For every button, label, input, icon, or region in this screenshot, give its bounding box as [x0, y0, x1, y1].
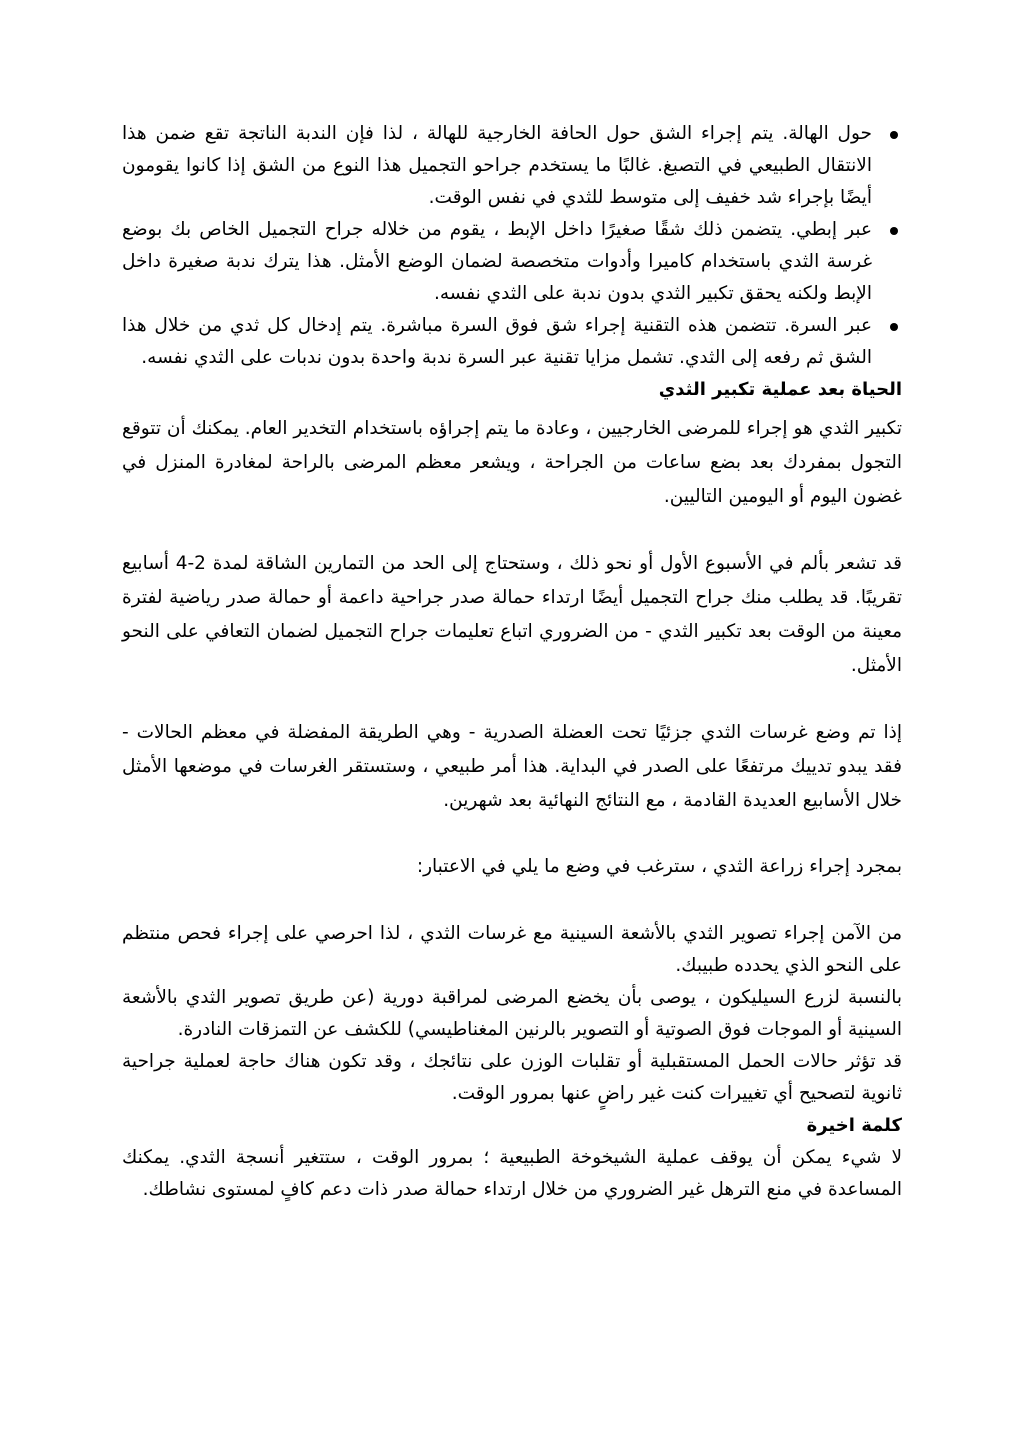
- paragraph-considerations-intro: بمجرد إجراء زراعة الثدي ، سترغب في وضع ما يلي في الاعتبار:: [416, 856, 902, 877]
- list-item-text: حول الهالة. يتم إجراء الشق حول الحافة الخارجية للهالة ، لذا فإن الندبة الناتجة تقع ضمن هذا الانتقال الطبيعي في التصبغ. غالبًا ما يستخدم جراحو التجميل هذا النوع من الشق إذا كانوا يقومون أيضًا بإجراء شد خفيف إلى متوسط للثدي في نفس الوقت.: [122, 123, 872, 208]
- list-item: [122, 310, 902, 374]
- paragraph-silicone-monitoring: بالنسبة لزرع السيليكون ، يوصى بأن يخضع المرضى لمراقبة دورية (عن طريق تصوير الثدي بالأشعة السينية أو الموجات فوق الصوتية أو التصوير بالرنين المغناطيسي) للكشف عن التمزقات النادرة.: [122, 987, 902, 1040]
- bullet-icon: [890, 227, 898, 235]
- incision-list: [122, 118, 902, 374]
- section-heading-life-after: الحياة بعد عملية تكبير الثدي: [658, 379, 902, 400]
- list-item-text: عبر إبطي. يتضمن ذلك شقًا صغيرًا داخل الإبط ، يقوم من خلاله جراح التجميل الخاص بك بوضع غرسة الثدي باستخدام كاميرا وأدوات متخصصة لضمان الوضع الأمثل. هذا يترك ندبة صغيرة داخل الإبط ولكنه يحقق تكبير الثدي بدون ندبة على الثدي نفسه.: [122, 219, 872, 304]
- paragraph-implant-position: إذا تم وضع غرسات الثدي جزئيًا تحت العضلة الصدرية - وهي الطريقة المفضلة في معظم الحالات - فقد يبدو تدييك مرتفعًا على الصدر في البداية. هذا أمر طبيعي ، وستستقر الغرسات في موضعها الأمثل خلال الأسابيع العديدة القادمة ، مع النتائج النهائية بعد شهرين.: [122, 722, 902, 811]
- paragraph-pregnancy-weight: قد تؤثر حالات الحمل المستقبلية أو تقلبات الوزن على نتائجك ، وقد تكون هناك حاجة لعملية جراحية ثانوية لتصحيح أي تغييرات كنت غير راضٍ عنها بمرور الوقت.: [122, 1051, 902, 1104]
- list-item: [122, 214, 902, 310]
- bullet-icon: [890, 131, 898, 139]
- paragraph-mammogram: من الآمن إجراء تصوير الثدي بالأشعة السينية مع غرسات الثدي ، لذا احرصي على إجراء فحص منتظم على النحو الذي يحدده طبيبك.: [122, 923, 902, 976]
- document-page: [122, 118, 902, 1206]
- section-heading-final-word: كلمة اخيرة: [806, 1115, 902, 1136]
- paragraph-aging: لا شيء يمكن أن يوقف عملية الشيخوخة الطبيعية ؛ بمرور الوقت ، ستتغير أنسجة الثدي. يمكنك المساعدة في منع الترهل غير الضروري من خلال ارتداء حمالة صدر ذات دعم كافٍ لمستوى نشاطك.: [122, 1147, 902, 1200]
- paragraph-recovery: قد تشعر بألم في الأسبوع الأول أو نحو ذلك ، وستحتاج إلى الحد من التمارين الشاقة لمدة 2-4 أسابيع تقريبًا. قد يطلب منك جراح التجميل أيضًا ارتداء حمالة صدر جراحية داعمة أو حمالة صدر رياضية لفترة معينة من الوقت بعد تكبير الثدي - من الضروري اتباع تعليمات جراح التجميل لضمان التعافي على النحو الأمثل.: [122, 553, 902, 676]
- list-item-text: عبر السرة. تتضمن هذه التقنية إجراء شق فوق السرة مباشرة. يتم إدخال كل ثدي من خلال هذا الشق ثم رفعه إلى الثدي. تشمل مزايا تقنية عبر السرة ندبة واحدة بدون ندبات على الثدي نفسه.: [122, 315, 872, 368]
- paragraph-outpatient: تكبير الثدي هو إجراء للمرضى الخارجيين ، وعادة ما يتم إجراؤه باستخدام التخدير العام. يمكنك أن تتوقع التجول بمفردك بعد بضع ساعات من الجراحة ، ويشعر معظم المرضى بالراحة لمغادرة المنزل في غضون اليوم أو اليومين التاليين.: [122, 418, 902, 507]
- bullet-icon: [890, 323, 898, 331]
- list-item: [122, 118, 902, 214]
